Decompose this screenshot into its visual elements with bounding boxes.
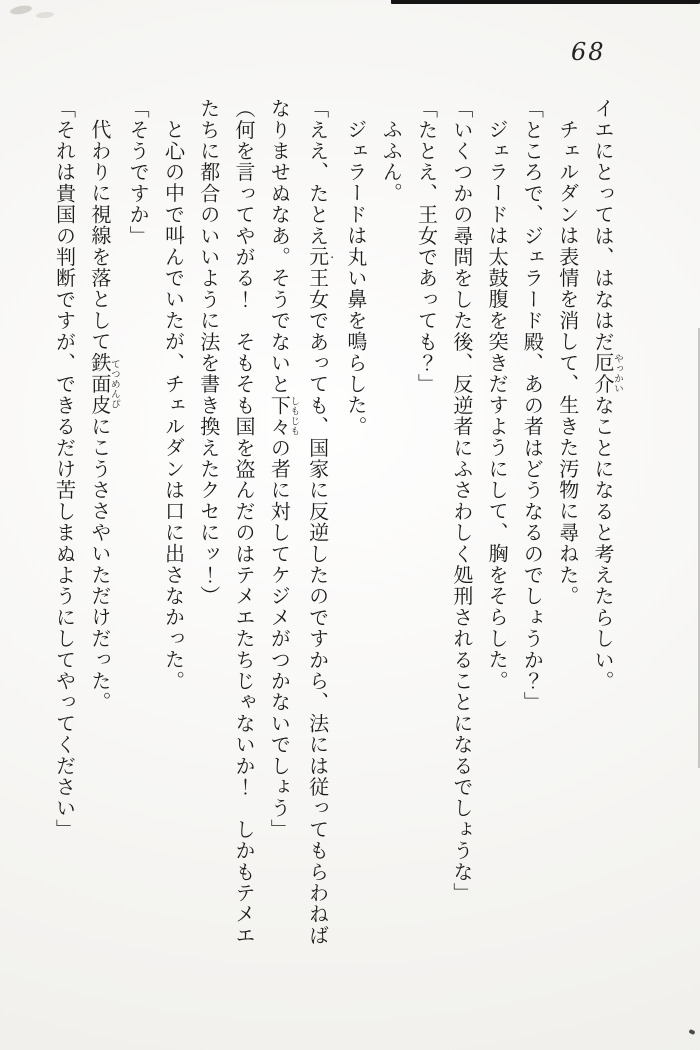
text-line: なりませぬなあ。そうでないと下々 しもじもの者に対してケジメがつかないでしょう」 xyxy=(267,98,299,841)
text-line: 「ええ、たとえ元 ・王女であっても、国家に反逆したのですから、法には従ってもらわねば xyxy=(305,98,337,947)
furigana-text: 厄介 やっかい xyxy=(591,352,622,395)
text-line: 「いくつかの尋問をした後、反逆者にふさわしく処刑されることになるでしょうな」 xyxy=(449,98,472,904)
scan-speck-bottom-right xyxy=(688,1029,695,1035)
text-line: イエにとっては、はなはだ厄介 やっかいなことになると考えたらしい。 xyxy=(591,98,622,692)
text-line: ジェラードは太鼓腹を突きだすようにして、胸をそらした。 xyxy=(485,119,508,692)
scan-edge-line-top xyxy=(391,0,700,4)
text-line: ジェラードは丸い鼻を鳴らした。 xyxy=(343,119,366,437)
scan-smudge-top-left-2 xyxy=(36,11,55,19)
emphasized-text: 元 ・ xyxy=(305,246,337,268)
text-line: たちに都合のいいように法を書き換えたクセにッ！） xyxy=(196,98,219,607)
text-line: 「それは貴国の判断ですが、できるだけ苦しまぬようにしてやってください」 xyxy=(52,98,75,840)
vertical-text-block xyxy=(45,98,622,978)
text-line: 「ところで、ジェラード殿、あの者はどうなるのでしょうか？」 xyxy=(520,98,543,713)
text-line: 「たとえ、王女であっても？」 xyxy=(414,98,437,395)
text-line: と心の中で叫んでいたが、チェルダンは口に出さなかった。 xyxy=(161,119,184,692)
text-line: ふふん。 xyxy=(379,119,402,204)
text-line: 「そうですか」 xyxy=(126,98,149,247)
furigana-text: 下々 しもじも xyxy=(267,394,299,438)
scan-smudge-top-left xyxy=(9,4,32,16)
text-line: 代わりに視線を落として鉄面皮 てつめんぴにこうささやいただけだった。 xyxy=(87,119,119,713)
text-line: （何を言ってやがる！ そもそも国を盗んだのはテメエたちじゃないか！ しかもテメエ xyxy=(232,98,255,946)
furigana-text: 鉄面皮 てつめんぴ xyxy=(87,352,119,416)
page-number: 68 xyxy=(571,38,606,66)
text-line: チェルダンは表情を消して、生きた汚物に尋ねた。 xyxy=(555,119,578,607)
